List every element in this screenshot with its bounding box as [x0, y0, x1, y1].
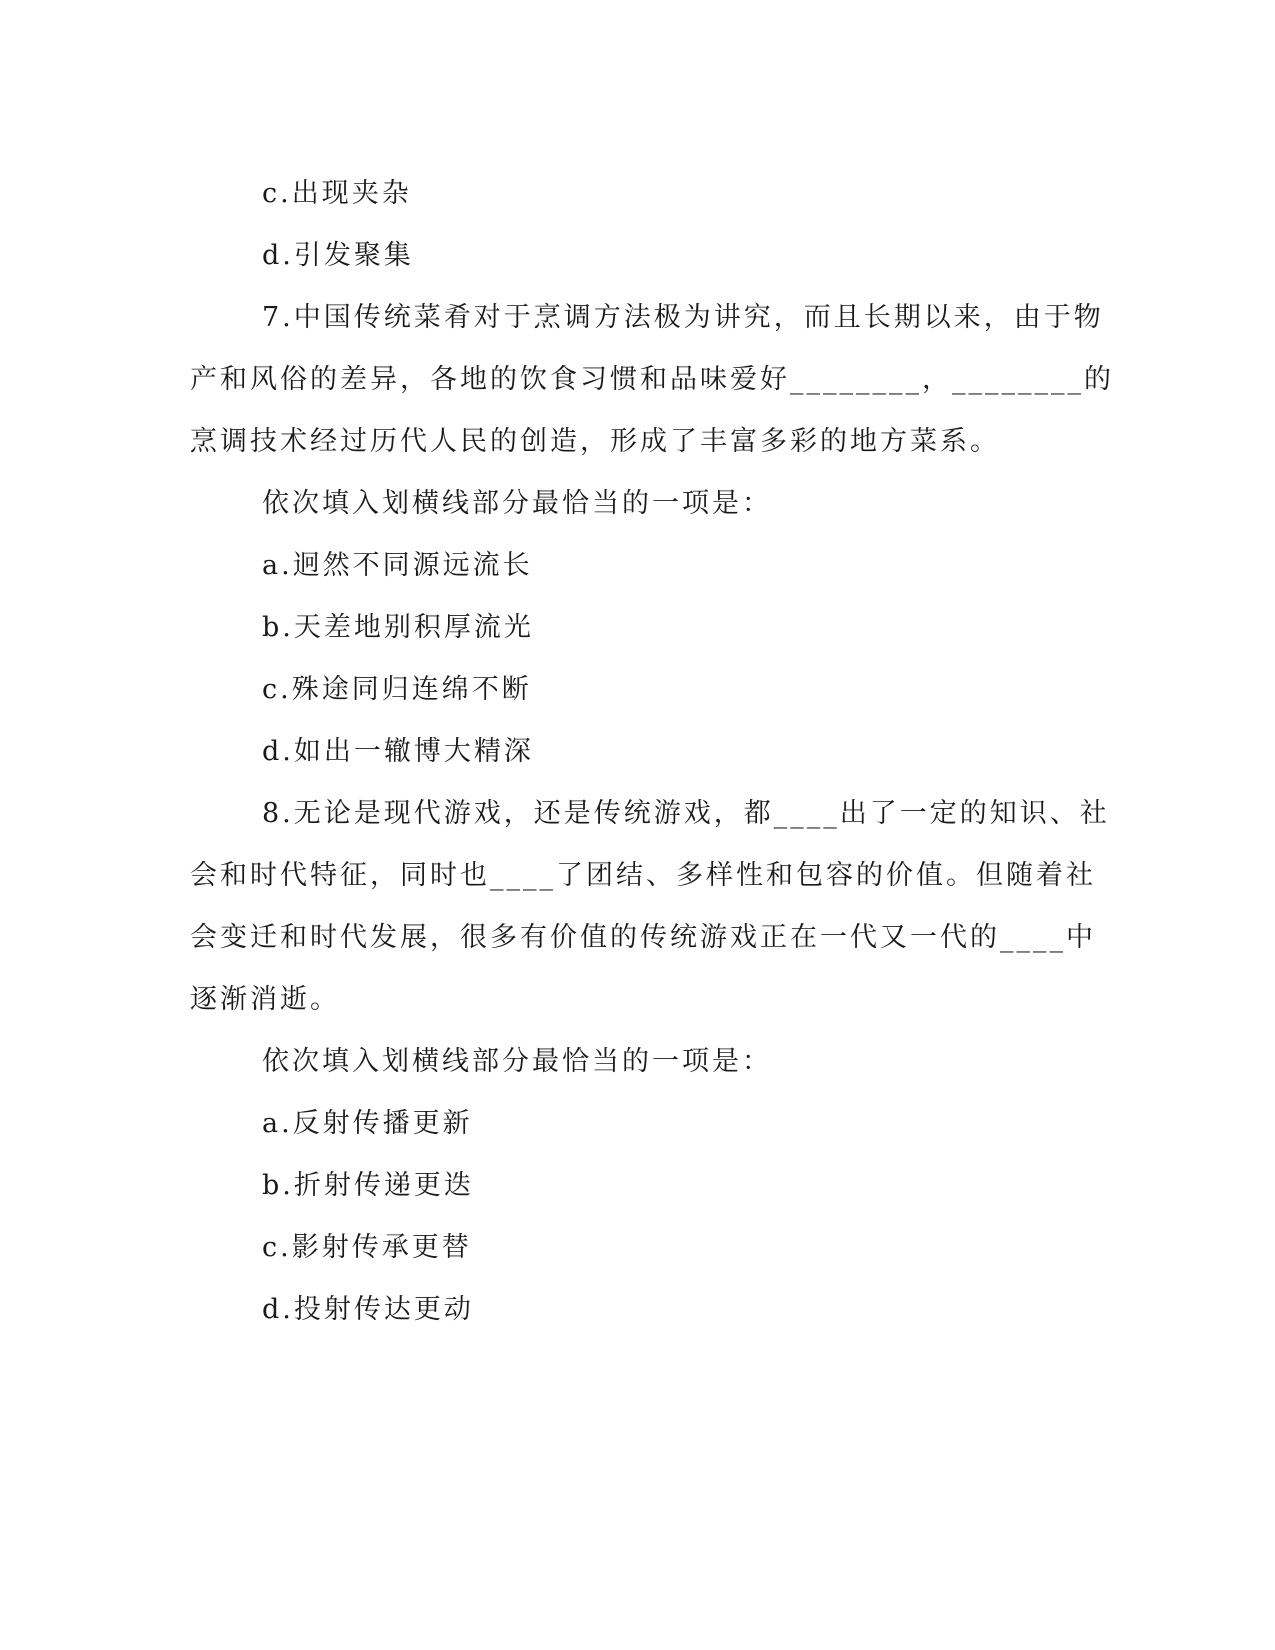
- q7-stem-line-1: 7.中国传统菜肴对于烹调方法极为讲究，而且长期以来，由于物: [262, 302, 1104, 333]
- q8-stem-line-3: 会变迁和时代发展，很多有价值的传统游戏正在一代又一代的____中: [190, 922, 1096, 953]
- q8-prompt: 依次填入划横线部分最恰当的一项是：: [262, 1046, 772, 1077]
- q7-option-a: a.迥然不同源远流长: [262, 550, 533, 581]
- q7-prompt: 依次填入划横线部分最恰当的一项是：: [262, 488, 772, 519]
- q8-option-a: a.反射传播更新: [262, 1108, 473, 1139]
- q8-stem-line-2: 会和时代特征，同时也____了团结、多样性和包容的价值。但随着社: [190, 860, 1096, 891]
- q8-option-d: d.投射传达更动: [262, 1294, 474, 1325]
- q6-option-c: c.出现夹杂: [262, 178, 412, 209]
- q8-option-b: b.折射传递更迭: [262, 1170, 474, 1201]
- q8-option-c: c.影射传承更替: [262, 1232, 472, 1263]
- q7-stem-line-2: 产和风俗的差异，各地的饮食习惯和品味爱好________，________的: [190, 364, 1114, 395]
- q8-stem-line-4: 逐渐消逝。: [190, 984, 340, 1015]
- q7-option-c: c.殊途同归连绵不断: [262, 674, 532, 705]
- q7-option-d: d.如出一辙博大精深: [262, 736, 534, 767]
- q6-option-d: d.引发聚集: [262, 240, 414, 271]
- q7-option-b: b.天差地别积厚流光: [262, 612, 534, 643]
- q7-stem-line-3: 烹调技术经过历代人民的创造，形成了丰富多彩的地方菜系。: [190, 426, 1000, 457]
- q8-stem-line-1: 8.无论是现代游戏，还是传统游戏，都____出了一定的知识、社: [262, 798, 1110, 829]
- document-body: [190, 163, 1114, 1341]
